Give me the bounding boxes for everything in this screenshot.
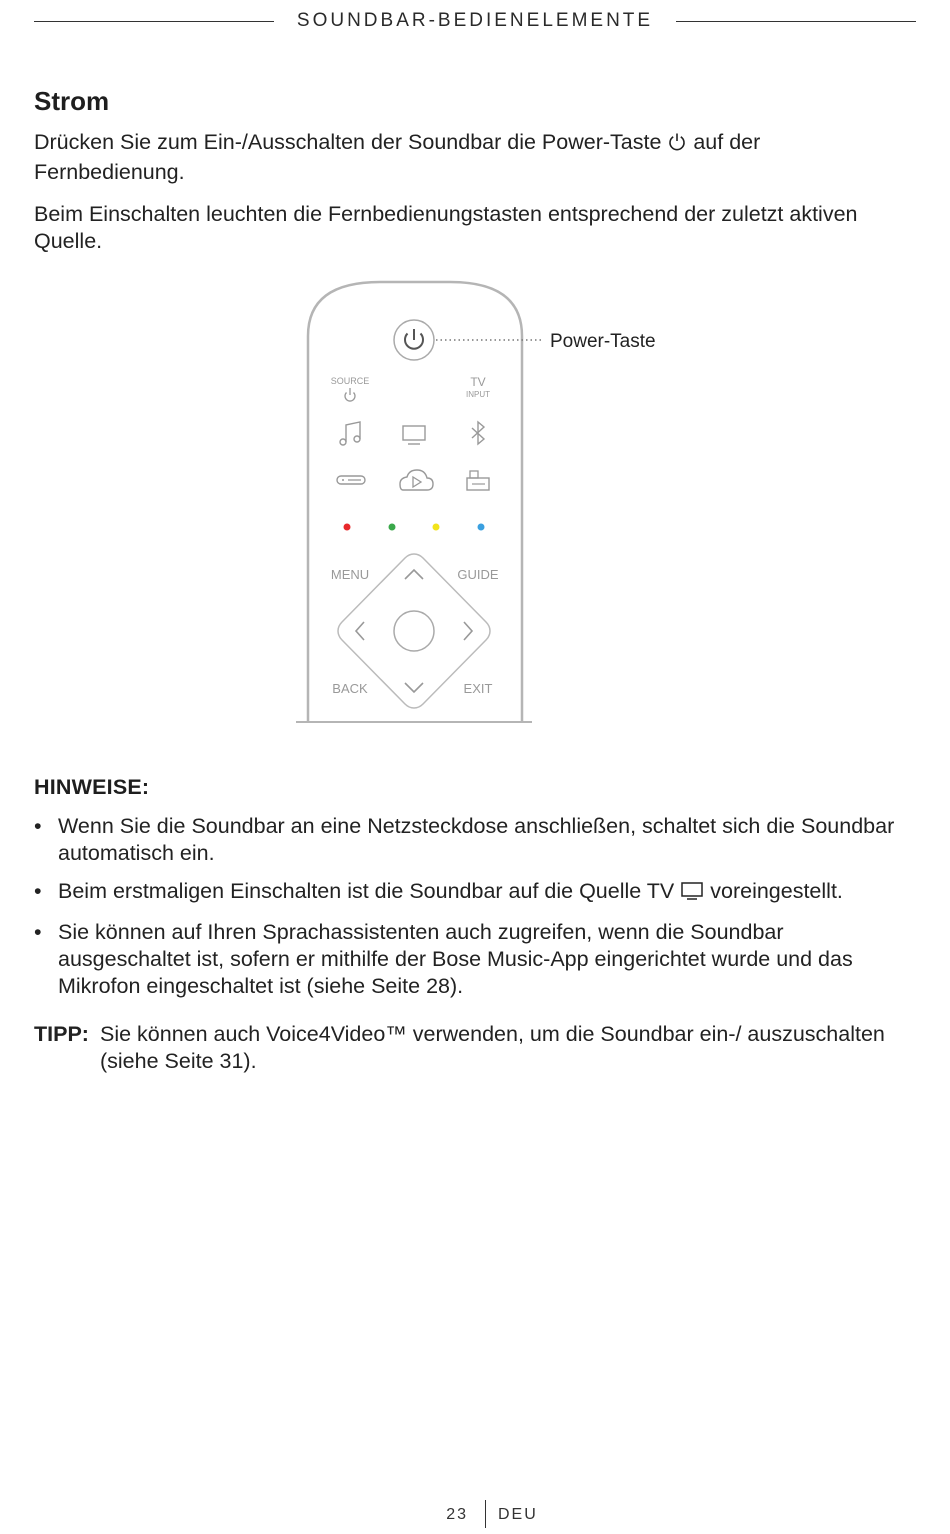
- tip-label: TIPP:: [34, 1022, 89, 1046]
- tip-block: [34, 1021, 894, 1075]
- blue-button: [478, 524, 485, 531]
- tip-text: Sie können auch Voice4Video™ verwenden, um die Soundbar ein-/ auszuschalten (siehe Seite 31).: [100, 1022, 885, 1073]
- remote-power-button: [394, 320, 434, 360]
- set-top-box-icon: [467, 471, 489, 490]
- list-item: [34, 919, 919, 1000]
- music-note-icon: [340, 422, 360, 445]
- list-item: [34, 878, 919, 908]
- language-code: DEU: [498, 1506, 538, 1523]
- source-label: SOURCE: [330, 376, 370, 386]
- bullet: •: [34, 920, 42, 944]
- source-power-icon: [345, 388, 355, 401]
- arrow-up-icon: [405, 570, 423, 579]
- arrow-right-icon: [464, 622, 472, 640]
- page-footer: [0, 1500, 950, 1528]
- back-label: BACK: [332, 681, 368, 696]
- arrow-down-icon: [405, 683, 423, 692]
- note-text-end: voreingestellt.: [704, 879, 843, 903]
- cloud-play-icon: [400, 470, 433, 490]
- exit-label: EXIT: [463, 681, 493, 696]
- header-rule-right: [676, 21, 916, 22]
- note-text: Sie können auf Ihren Sprachassistenten auch zugreifen, wenn die Soundbar ausgeschaltet ist, sofern er mithilfe der Bose Music-App eingerichtet wurde und das Mikrofon eingeschaltet ist (siehe Seite 28).: [58, 920, 853, 998]
- note-text: Wenn Sie die Soundbar an eine Netzsteckdose anschließen, schaltet sich die Soundbar automatisch ein.: [58, 814, 895, 865]
- bullet: •: [34, 814, 42, 838]
- yellow-button: [433, 524, 440, 531]
- arrow-left-icon: [356, 622, 364, 640]
- list-item: [34, 813, 919, 867]
- power-icon: [667, 132, 687, 159]
- page-number: 23: [446, 1506, 468, 1523]
- power-on-paragraph: Beim Einschalten leuchten die Fernbedienungstasten entsprechend der zuletzt aktiven Quelle.: [34, 202, 858, 253]
- soundbar-icon: [337, 476, 365, 484]
- guide-label: GUIDE: [457, 567, 499, 582]
- green-button: [389, 524, 396, 531]
- tv-icon: [403, 426, 425, 444]
- note-text-start: Beim erstmaligen Einschalten ist die Soundbar auf die Quelle TV: [58, 879, 681, 903]
- tv-label: TV: [470, 375, 486, 389]
- notes-heading: HINWEISE:: [34, 775, 150, 799]
- remote-illustration: [290, 276, 670, 736]
- callout-label: Power-Taste: [550, 331, 656, 352]
- input-label: INPUT: [466, 390, 490, 399]
- page-header: [34, 8, 916, 36]
- section-title: Strom: [34, 86, 110, 116]
- bullet: •: [34, 879, 42, 903]
- dpad-center-button: [394, 611, 434, 651]
- notes-list: [34, 813, 919, 1011]
- menu-label: MENU: [330, 567, 370, 582]
- power-instruction-text-end: auf der Fernbedienung.: [34, 130, 761, 184]
- power-instruction-paragraph: [34, 129, 894, 186]
- power-instruction-text-start: Drücken Sie zum Ein-/Ausschalten der Soundbar die Power-Taste: [34, 130, 668, 154]
- footer-divider: [485, 1500, 486, 1528]
- tv-icon: [680, 881, 704, 908]
- red-button: [344, 524, 351, 531]
- bluetooth-icon: [472, 422, 484, 444]
- header-title: SOUNDBAR-BEDIENELEMENTE: [296, 10, 654, 31]
